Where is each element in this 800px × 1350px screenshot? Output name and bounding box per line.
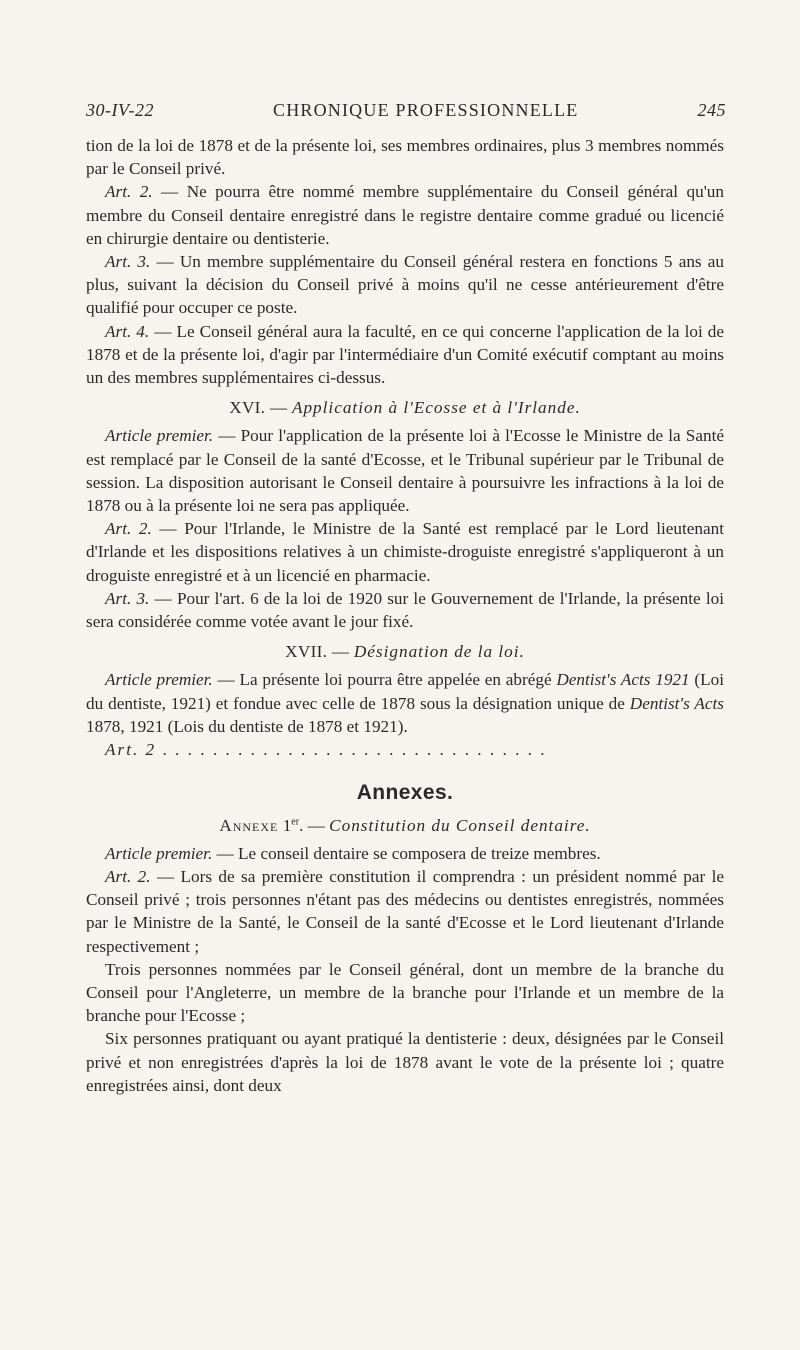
annex-label: Annexe (219, 816, 279, 836)
dot-leader: . . . . . . . . . . . . . . . . . . . . . . . . . . . . . . . (156, 740, 547, 760)
article-text: — Lors de sa première constitution il comprendra : un président nommé par le Conseil privé ; trois personnes n'étant pas des médecins ou dentistes enregistrés, nommées par le Ministre de la Santé, le Conseil de la santé d'Ecosse et le Lord lieutenant d'Irlande respectivement ; (86, 866, 724, 956)
article-paragraph (86, 587, 724, 633)
paragraph-continuation: tion de la loi de 1878 et de la présente loi, ses membres ordinaires, plus 3 membres nommés par le Conseil privé. (86, 136, 724, 179)
page-number: 245 (697, 100, 726, 120)
article-paragraph (86, 320, 724, 390)
article-label: Art. 4. (105, 321, 150, 341)
article-paragraph-elided (86, 738, 724, 761)
article-paragraph (86, 517, 724, 587)
article-text: 1878, 1921 (Lois du dentiste de 1878 et 1921). (86, 716, 408, 736)
document-body (86, 134, 724, 1097)
article-text: — Ne pourra être nommé membre supplémentaire du Conseil général qu'un membre du Conseil dentaire enregistré dans le registre dentaire comme gradué ou licencié en chirurgie dentaire ou dentisterie. (86, 182, 724, 248)
article-paragraph (86, 250, 724, 320)
article-text: (Loi du dentiste, 1921) et fondue avec celle de 1878 sous la désignation unique de (86, 670, 724, 713)
annex-separator: . — (299, 816, 330, 836)
header-date: 30-IV-22 (86, 100, 154, 120)
article-label: Art. 2. (105, 182, 153, 202)
article-label: Art. 3. (105, 588, 150, 608)
article-label: Art. 2 (105, 740, 157, 760)
section-heading-xvi (86, 396, 724, 419)
annex-title: Constitution du Conseil dentaire. (329, 816, 591, 836)
article-paragraph (86, 668, 724, 738)
annexes-heading: Annexes. (356, 781, 454, 805)
article-paragraph (86, 865, 724, 958)
article-paragraph (86, 180, 724, 250)
annex-heading (86, 814, 724, 837)
article-text: — Le conseil dentaire se composera de treize membres. (216, 843, 601, 863)
section-number: XVII. — (285, 642, 354, 662)
article-paragraph (86, 842, 724, 865)
article-label: Art. 2. (105, 866, 151, 886)
act-title: Dentist's Acts (629, 693, 724, 713)
article-text: — Pour l'application de la présente loi à l'Ecosse le Ministre de la Santé est remplacé par le Conseil de la santé d'Ecosse, et le Tribunal supérieur par le Tribunal de session. La disposition autorisant le Conseil dentaire à poursuivre les infractions à la loi de 1878 ou à la présente loi ne sera pas appliquée. (86, 426, 724, 516)
paragraph: Six personnes pratiquant ou ayant pratiqué la dentisterie : deux, désignées par le Conseil privé et non enregistrées d'après la loi de 1878 avant le vote de la présente loi ; quatre enregistrées ainsi, dont deux (86, 1029, 724, 1095)
header-title: CHRONIQUE PROFESSIONNELLE (272, 100, 579, 120)
section-title: Application à l'Ecosse et à l'Irlande. (291, 398, 581, 418)
article-label: Art. 3. (105, 252, 151, 272)
annex-number-suffix: er (291, 816, 300, 828)
article-text: — Un membre supplémentaire du Conseil général restera en fonctions 5 ans au plus, suivant la décision du Conseil privé à moins qu'il ne cesse antérieurement d'être qualifié pour occuper ce poste. (86, 252, 724, 318)
section-title: Désignation de la loi. (353, 642, 525, 662)
annex-number: 1 (282, 816, 292, 836)
running-header (86, 100, 726, 121)
act-title: Dentist's Acts 1921 (556, 670, 690, 690)
article-paragraph (86, 424, 724, 517)
section-number: XVI. — (229, 398, 292, 418)
article-label: Article premier. (105, 843, 213, 863)
article-text: — Pour l'art. 6 de la loi de 1920 sur le Gouvernement de l'Irlande, la présente loi sera considérée comme votée avant le jour fixé. (86, 588, 725, 632)
article-label: Art. 2. (105, 519, 152, 539)
section-heading-xvii (86, 640, 724, 663)
article-text: — La présente loi pourra être appelée en abrégé (212, 670, 557, 690)
paragraph: Trois personnes nommées par le Conseil général, dont un membre de la branche du Conseil pour l'Angleterre, un membre de la branche pour l'Irlande et un membre de la branche pour l'Ecosse ; (86, 959, 724, 1026)
article-text: — Pour l'Irlande, le Ministre de la Santé est remplacé par le Lord lieutenant d'Irlande et les dispositions relatives à un chimiste-droguiste enregistré s'appliqueront à un droguiste enregistré et à un licencié en pharmacie. (86, 519, 724, 585)
article-label: Article premier. (105, 426, 214, 446)
article-label: Article premier. (105, 670, 213, 690)
article-text: — Le Conseil général aura la faculté, en ce qui concerne l'application de la loi de 1878 et de la présente loi, d'agir par l'intermédiaire d'un Comité exécutif comptant au moins un des membres supplémentaires ci-dessus. (86, 321, 725, 388)
